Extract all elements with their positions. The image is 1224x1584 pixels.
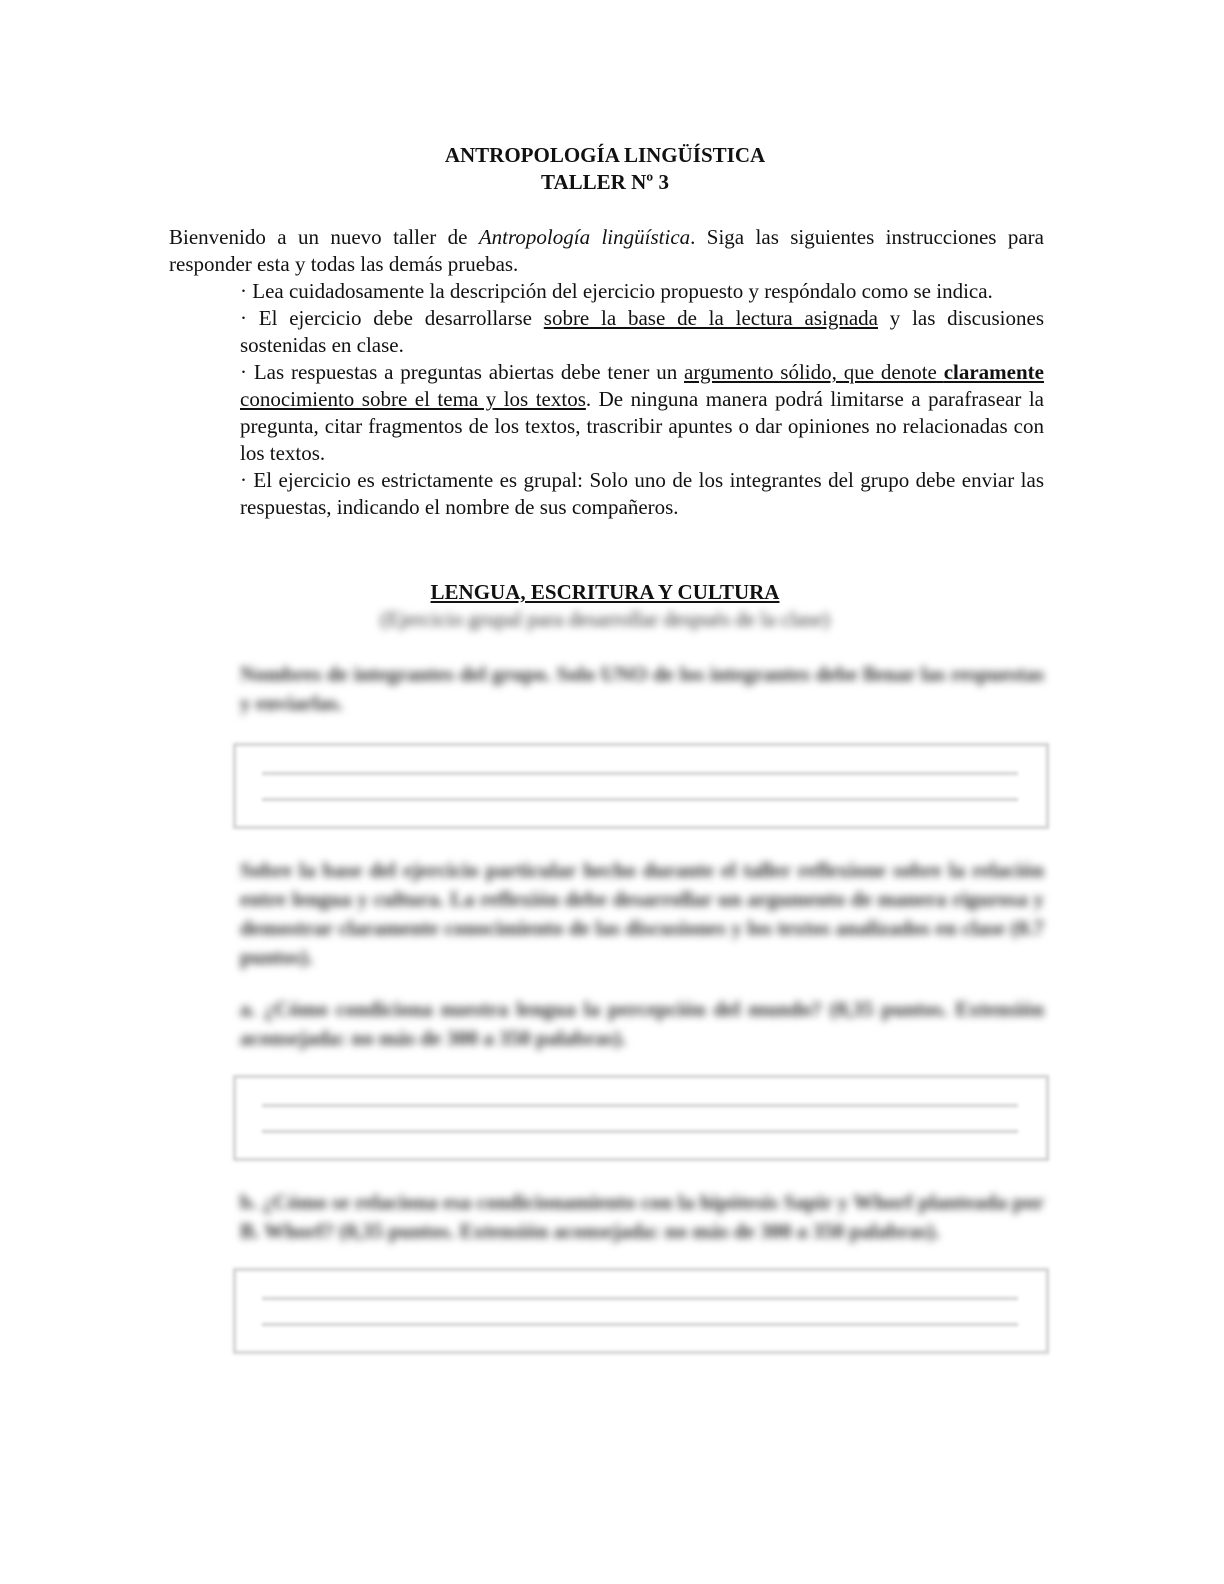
instruction-3-bold: claramente <box>943 360 1044 384</box>
instructions-list <box>240 278 1044 521</box>
instruction-item-4: · El ejercicio es estrictamente es grupal: Solo uno de los integrantes del grupo debe enviar las respuestas, indicando el nombre de sus compañeros. <box>240 468 1044 519</box>
answer-line <box>262 1323 1018 1326</box>
names-answer-box[interactable] <box>233 743 1049 829</box>
instruction-item-3 <box>240 359 1044 467</box>
instruction-3-underlined-2: conocimiento sobre el tema y los textos <box>240 387 586 411</box>
question-a: a. ¿Cómo condiciona nuestra lengua la percepción del mundo? (0,35 puntos. Extensión aconsejada: no más de 300 a 350 palabras). <box>240 997 1044 1050</box>
question-b-answer-box[interactable] <box>233 1268 1049 1354</box>
section-title: LENGUA, ESCRITURA Y CULTURA <box>430 580 780 604</box>
names-prompt: Nombres de integrantes del grupo. Solo UNO de los integrantes debe llenar las respuestas y enviarlas. <box>240 662 1044 715</box>
document-title: ANTROPOLOGÍA LINGÜÍSTICA <box>444 143 766 167</box>
instruction-item-2 <box>240 305 1044 359</box>
answer-line <box>262 1104 1018 1107</box>
instruction-3-underlined-1: argumento sólido, que denote <box>684 360 944 384</box>
instruction-3-prefix: · Las respuestas a preguntas abiertas debe tener un <box>240 360 685 384</box>
reflection-prompt: Sobre la base del ejercicio particular hecho durante el taller reflexione sobre la relación entre lengua y cultura. La reflexión debe desarrollar un argumento de manera rigurosa y demostrar claramente conocimiento de las discusiones y los textos analizados en clase (0.7 puntos). <box>240 858 1044 969</box>
question-a-answer-box[interactable] <box>233 1075 1049 1161</box>
intro-suffix: . Siga las siguientes instrucciones para responder esta y todas las demás pruebas. <box>169 225 1044 276</box>
intro-course-name: Antropología lingüística <box>478 225 691 249</box>
intro-prefix: Bienvenido a un nuevo taller de <box>169 225 479 249</box>
instruction-2-underlined: sobre la base de la lectura asignada <box>543 306 878 330</box>
section-subtitle: (Ejercicio grupal para desarrollar después de la clase) <box>380 607 830 631</box>
instruction-3-suffix: . De ninguna manera podrá limitarse a parafrasear la pregunta, citar fragmentos de los textos, trascribir apuntes o dar opiniones no relacionadas con los textos. <box>240 387 1045 465</box>
answer-line <box>262 772 1018 775</box>
document-subtitle: TALLER Nº 3 <box>541 170 669 194</box>
answer-line <box>262 1130 1018 1133</box>
intro-paragraph <box>169 224 1044 278</box>
answer-line <box>262 1297 1018 1300</box>
instruction-item-1: · Lea cuidadosamente la descripción del ejercicio propuesto y respóndalo como se indica. <box>240 279 993 303</box>
answer-line <box>262 798 1018 801</box>
question-b: b. ¿Cómo se relaciona esa condicionamiento con la hipótesis Sapir y Whorf planteada por B. Whorf? (0,35 puntos. Extensión aconsejada: no más de 300 a 350 palabras). <box>240 1190 1044 1243</box>
instruction-2-prefix: · El ejercicio debe desarrollarse <box>240 306 544 330</box>
instruction-2-suffix: y las discusiones sostenidas en clase. <box>240 306 1045 357</box>
